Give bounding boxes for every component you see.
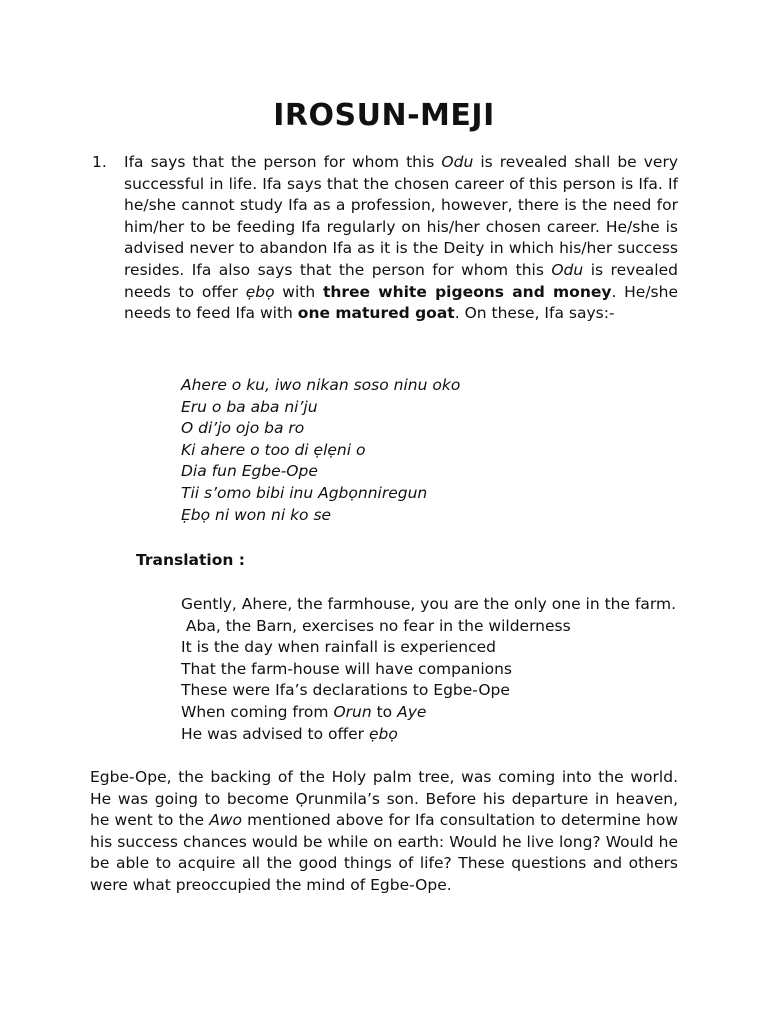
text-run: to	[371, 702, 398, 721]
text-run: Ifa says that the person for whom this	[124, 153, 442, 171]
translation-heading: Translation :	[136, 551, 246, 569]
translation-line: That the farm-house will have companions	[181, 659, 513, 678]
verse-line: Tii s’omo bibi inu Agbọnniregun	[181, 483, 428, 502]
translation-line	[181, 724, 676, 746]
text-run: Aba, the Barn, exercises no fear in the wilderness	[181, 616, 571, 635]
offering-emphasis: one matured goat	[297, 304, 455, 323]
text-run: . On these, Ifa says:-	[454, 304, 615, 323]
orun-term: Orun	[333, 702, 372, 721]
translation-line	[181, 616, 676, 638]
yoruba-verse	[181, 375, 460, 526]
ebo-term: ẹbọ	[368, 724, 398, 743]
text-run: Egbe-Ope, the backing of the Holy palm tree, was coming into the world. He was going to become Ọrunmila’s son. Before his departure in heaven, he went to the	[90, 768, 678, 830]
text-run: mentioned above for Ifa consultation to determine how his success chances would be while on earth: Would he live long? Would he be able to acquire all the good things of life? These questions and others were what preoccupied the mind of Egbe-Ope.	[90, 811, 678, 894]
awo-term: Awo	[209, 811, 242, 830]
text-run: When coming from	[181, 702, 334, 721]
closing-paragraph	[90, 767, 678, 897]
item-paragraph	[124, 152, 678, 325]
text-run: is revealed shall be very successful in life. Ifa says that the chosen career of this person is Ifa. If he/she cannot study Ifa as a profession, however, there is the need for him/her to be feeding Ifa regularly on his/her chosen career. He/she is advised never to abandon Ifa as it is the Deity in which his/her success resides. Ifa also says that the person for whom this	[124, 153, 678, 279]
english-translation	[181, 594, 676, 745]
text-run: . He/she needs to feed Ifa with	[124, 282, 678, 323]
page-title: IROSUN-MEJI	[273, 98, 495, 133]
text-run: He was advised to offer	[181, 724, 369, 743]
verse-line: O di’jo ojo ba ro	[181, 419, 305, 438]
item-number: 1.	[92, 153, 107, 171]
ebo-term: ẹbọ	[245, 282, 275, 301]
text-run: with	[274, 282, 323, 301]
verse-line: Dia fun Egbe-Ope	[181, 462, 318, 481]
verse-line: Ki ahere o too di ẹlẹni o	[181, 440, 366, 459]
odu-term: Odu	[441, 153, 474, 171]
verse-line: Ahere o ku, iwo nikan soso ninu oko	[181, 376, 461, 394]
translation-line: It is the day when rainfall is experienced	[181, 638, 497, 657]
offering-emphasis: three white pigeons and money	[322, 282, 612, 301]
translation-line: Gently, Ahere, the farmhouse, you are the only one in the farm.	[181, 595, 677, 613]
verse-line: Ẹbọ ni won ni ko se	[181, 505, 332, 524]
aye-term: Aye	[397, 702, 427, 721]
translation-line	[181, 702, 676, 724]
text-run: is revealed needs to offer	[124, 260, 678, 301]
verse-line: Eru o ba aba ni’ju	[181, 397, 318, 416]
odu-term: Odu	[551, 260, 584, 279]
translation-line: These were Ifa’s declarations to Egbe-Ope	[181, 681, 510, 700]
